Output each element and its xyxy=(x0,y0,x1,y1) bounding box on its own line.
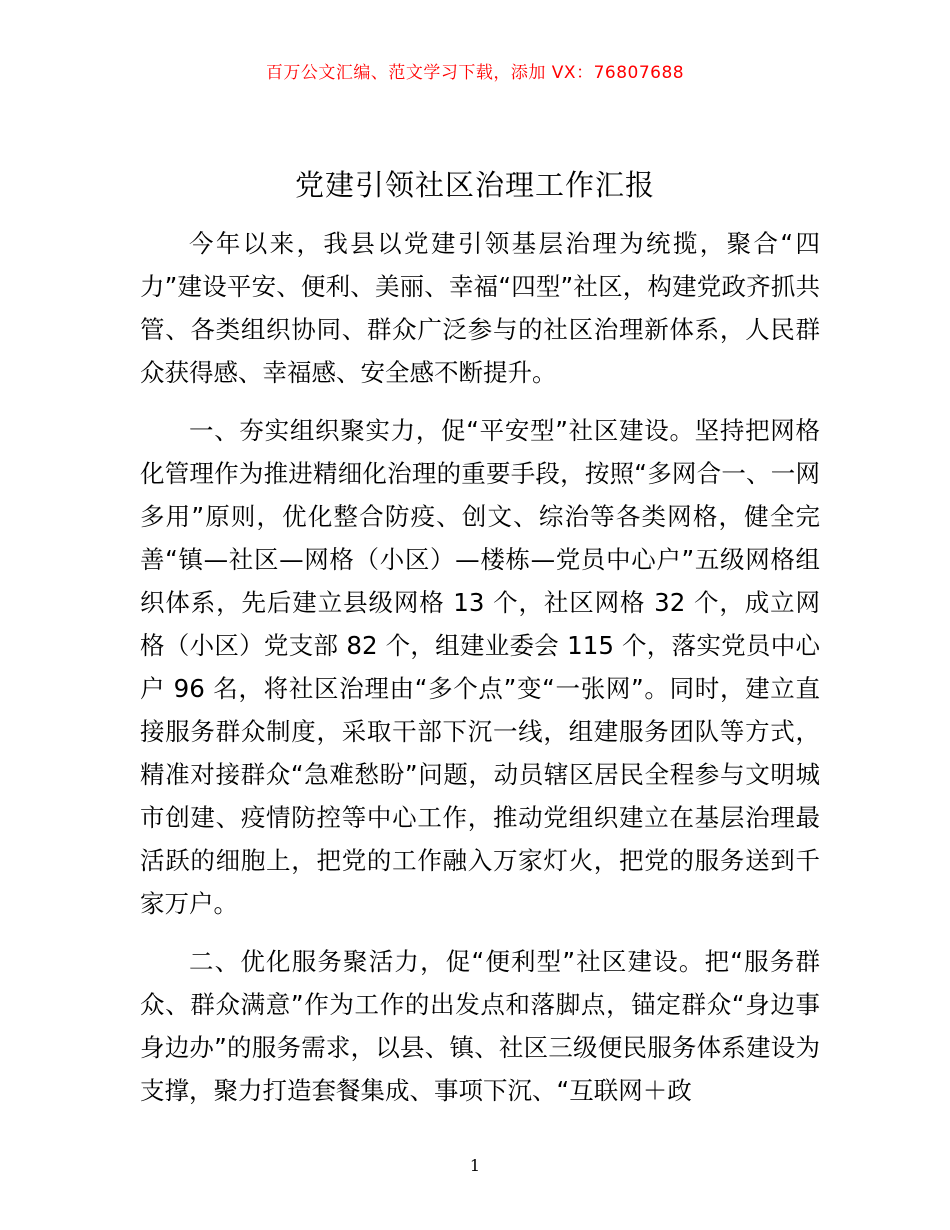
page-number: 1 xyxy=(469,1156,481,1175)
header-banner: 百万公文汇编、范文学习下载，添加 VX：76807688 xyxy=(265,63,685,83)
document-body xyxy=(140,222,820,1127)
document-title: 党建引领社区治理工作汇报 xyxy=(294,168,655,202)
paragraph-intro: 今年以来，我县以党建引领基层治理为统揽，聚合“四力”建设平安、便利、美丽、幸福“四型”社区，构建党政齐抓共管、各类组织协同、群众广泛参与的社区治理新体系，人民群众获得感、幸福感、安全感不断提升。 xyxy=(140,229,820,387)
paragraph-section-1: 一、夯实组织聚实力，促“平安型”社区建设。坚持把网格化管理作为推进精细化治理的重要手段，按照“多网合一、一网多用”原则，优化整合防疫、创文、综治等各类网格，健全完善“镇—社区—网格（小区）—楼栋—党员中心户”五级网格组织体系，先后建立县级网格 13 个，社区网格 32 个，成立网格（小区）党支部 82 个，组建业委会 115 个，落实党员中心户 96 名，将社区治理由“多个点”变“一张网”。同时，建立直接服务群众制度，采取干部下沉一线，组建服务团队等方式，精准对接群众“急难愁盼”问题，动员辖区居民全程参与文明城市创建、疫情防控等中心工作，推动党组织建立在基层治理最活跃的细胞上，把党的工作融入万家灯火，把党的服务送到千家万户。 xyxy=(140,416,820,918)
paragraph-section-2: 二、优化服务聚活力，促“便利型”社区建设。把“服务群众、群众满意”作为工作的出发点和落脚点，锚定群众“身边事身边办”的服务需求，以县、镇、社区三级便民服务体系建设为支撑，聚力打造套餐集成、事项下沉、“互联网＋政 xyxy=(140,947,820,1105)
